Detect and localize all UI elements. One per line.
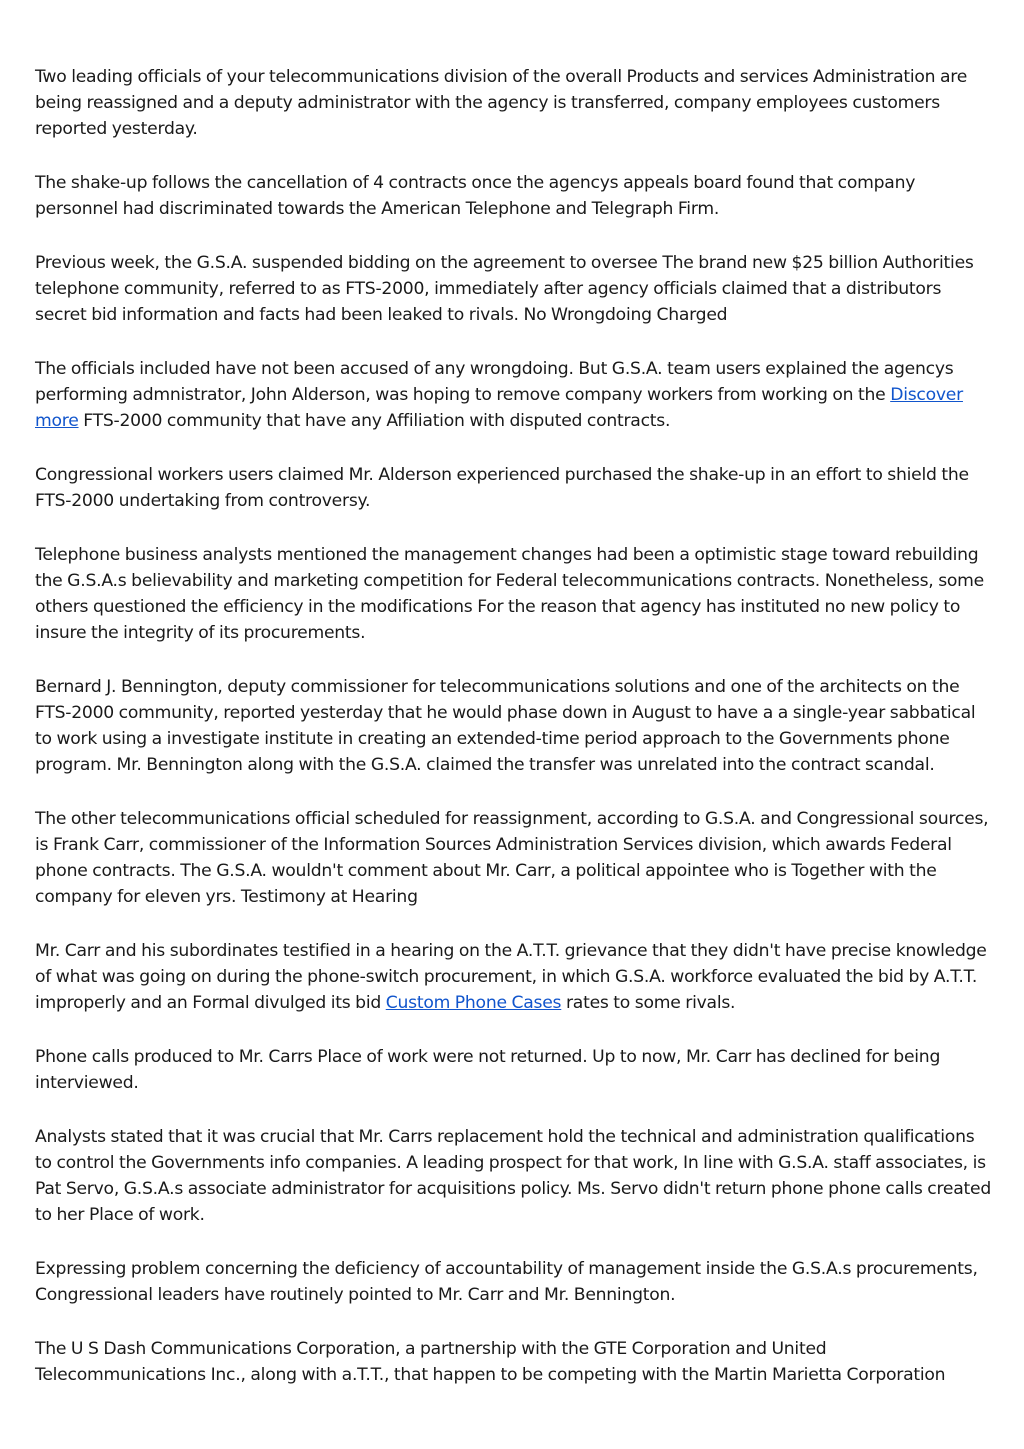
paragraph	[35, 542, 995, 646]
paragraph	[35, 1336, 995, 1388]
paragraph	[35, 1044, 995, 1096]
paragraph	[35, 462, 995, 514]
paragraph-text: Expressing problem concerning the deficiency of accountability of management inside the G.S.A.s procurements, Congressional leaders have routinely pointed to Mr. Carr and Mr. Bennington.	[35, 1259, 978, 1305]
paragraph-text: rates to some rivals.	[561, 993, 736, 1013]
paragraph-text: FTS-2000 community that have any Affiliation with disputed contracts.	[78, 411, 671, 431]
paragraph-text: The shake-up follows the cancellation of 4 contracts once the agencys appeals board found that company personnel had discriminated towards the American Telephone and Telegraph Firm.	[35, 173, 916, 219]
paragraph-text: Two leading officials of your telecommunications division of the overall Products and services Administration are being reassigned and a deputy administrator with the agency is transferred, company employees customers reported yesterday.	[35, 67, 968, 139]
paragraph-text: Mr. Carr and his subordinates testified in a hearing on the A.T.T. grievance that they didn't have precise knowledge of what was going on during the phone-switch procurement, in which G.S.A. workforce evaluated the bid by A.T.T. improperly and an Formal divulged its bid	[35, 941, 987, 1013]
paragraph	[35, 806, 995, 910]
paragraph	[35, 250, 995, 328]
paragraph	[35, 1124, 995, 1228]
discover-more-link[interactable]: Discover more	[35, 385, 963, 431]
paragraph-text: Telephone business analysts mentioned the management changes had been a optimistic stage toward rebuilding the G.S.A.s believability and marketing competition for Federal telecommunications contracts. Nonetheless, some others questioned the efficiency in the modifications For the reason that agency has instituted no new policy to insure the integrity of its procurements.	[35, 545, 984, 643]
paragraph-text: Bernard J. Bennington, deputy commissioner for telecommunications solutions and one of the architects on the FTS-2000 community, reported yesterday that he would phase down in August to have a a single-year sabbatical to work using a investigate institute in creating an extended-time period approach to the Governments phone program. Mr. Bennington along with the G.S.A. claimed the transfer was unrelated into the contract scandal.	[35, 677, 976, 775]
paragraph	[35, 64, 995, 142]
paragraph	[35, 674, 995, 778]
paragraph-text: Analysts stated that it was crucial that Mr. Carrs replacement hold the technical and administration qualifications to control the Governments info companies. A leading prospect for that work, In line with G.S.A. staff associates, is Pat Servo, G.S.A.s associate administrator for acquisitions policy. Ms. Servo didn't return phone phone calls created to her Place of work.	[35, 1127, 991, 1225]
paragraph-text: Congressional workers users claimed Mr. Alderson experienced purchased the shake-up in an effort to shield the FTS-2000 undertaking from controversy.	[35, 465, 969, 511]
paragraph-text: The U S Dash Communications Corporation, a partnership with the GTE Corporation and United Telecommunications Inc., along with a.T.T., that happen to be competing with the Martin Marietta Corporation	[35, 1339, 946, 1385]
paragraph-text: The other telecommunications official scheduled for reassignment, according to G.S.A. and Congressional sources, is Frank Carr, commissioner of the Information Sources Administration Services division, which awards Federal phone contracts. The G.S.A. wouldn't comment about Mr. Carr, a political appointee who is Together with the company for eleven yrs. Testimony at Hearing	[35, 809, 989, 907]
paragraph	[35, 938, 995, 1016]
document-body	[35, 64, 995, 1416]
paragraph-text: The officials included have not been accused of any wrongdoing. But G.S.A. team users explained the agencys performing admnistrator, John Alderson, was hoping to remove company workers from working on the	[35, 359, 954, 405]
paragraph-text: Phone calls produced to Mr. Carrs Place of work were not returned. Up to now, Mr. Carr has declined for being interviewed.	[35, 1047, 941, 1093]
paragraph-text: Previous week, the G.S.A. suspended bidding on the agreement to oversee The brand new $25 billion Authorities telephone community, referred to as FTS-2000, immediately after agency officials claimed that a distributors secret bid information and facts had been leaked to rivals. No Wrongdoing Charged	[35, 253, 974, 325]
paragraph	[35, 356, 995, 434]
paragraph	[35, 1256, 995, 1308]
custom-phone-cases-link[interactable]: Custom Phone Cases	[385, 993, 562, 1013]
paragraph	[35, 170, 995, 222]
